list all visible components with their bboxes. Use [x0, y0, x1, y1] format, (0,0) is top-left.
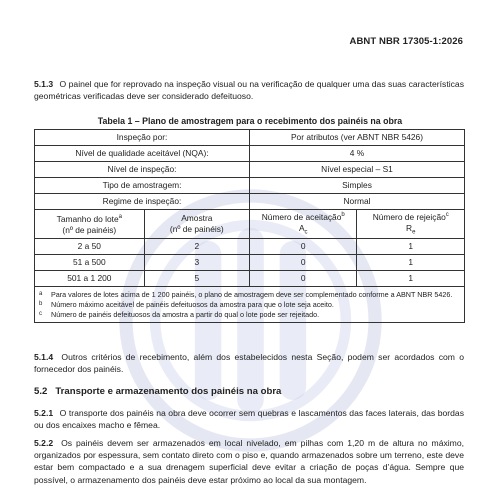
table-row — [35, 194, 465, 210]
header-lot-size: Tamanho do lote$^a$ (nº de painéis) — [35, 210, 145, 239]
cell-ac: 0 — [249, 239, 357, 255]
footnote: b Número máximo aceitável de painéis defeituosos da amostra para que o lote seja aceito. — [39, 300, 334, 310]
paragraph-5-2-1 — [34, 407, 464, 431]
table-row — [35, 146, 465, 162]
cell-re: 1 — [357, 271, 465, 287]
table-header-row — [35, 210, 465, 239]
cell-re: 1 — [357, 239, 465, 255]
paragraph-5-1-4 — [34, 351, 464, 375]
header-accept: Número de aceitação$^b$ $A_c$ — [249, 210, 357, 239]
cell-lot: 501 a 1 200 — [35, 271, 145, 287]
clause-text: O painel que for reprovado na inspeção visual ou na verificação de qualquer uma das suas características geométricas verificadas deve ser considerado defeituoso. — [34, 79, 464, 102]
param-value: Normal — [249, 194, 464, 210]
paragraph-5-1-3 — [34, 78, 464, 102]
table-row — [35, 178, 465, 194]
param-label: Inspeção por: — [35, 130, 250, 146]
table-row — [35, 130, 465, 146]
cell-sample: 2 — [144, 239, 249, 255]
clause-number: 5.1.3 — [34, 79, 54, 89]
header-sample: Amostra (nº de painéis) — [144, 210, 249, 239]
cell-lot: 2 a 50 — [35, 239, 145, 255]
clause-text: O transporte dos painéis na obra deve ocorrer sem quebras e lascamentos das faces laterais, das bordas ou dos encaixes macho e fêmea. — [34, 408, 465, 431]
footnote: c Número de painéis defeituosos da amostra a partir do qual o lote pode ser rejeitado. — [39, 309, 320, 319]
cell-re: 1 — [357, 255, 465, 271]
param-value: Por atributos (ver ABNT NBR 5426) — [249, 130, 464, 146]
param-label: Nível de qualidade aceitável (NQA): — [35, 146, 250, 162]
table-row — [35, 255, 465, 271]
clause-text: Os painéis devem ser armazenados em local nivelado, em pilhas com 1,20 m de altura no máximo, organizados por espessura, sem contato direto com o piso e, quando armazenados sobre um terreno, este deve estar bem compactado e a sua drenagem superficial deve evitar a criação de poças d’água. Sempre que possível, o armazenamento dos painéis deve estar próximo ao local da sua montagem. — [34, 438, 465, 485]
param-label: Regime de inspeção: — [35, 194, 250, 210]
cell-sample: 5 — [144, 271, 249, 287]
cell-ac: 0 — [249, 271, 357, 287]
sampling-plan-table — [34, 129, 465, 323]
table-row — [35, 162, 465, 178]
param-value: Nível especial – S1 — [249, 162, 464, 178]
param-label: Tipo de amostragem: — [35, 178, 250, 194]
table-caption: Tabela 1 – Plano de amostragem para o recebimento dos painéis na obra — [97, 116, 403, 126]
cell-lot: 51 a 500 — [35, 255, 145, 271]
document-id: ABNT NBR 17305-1:2026 — [349, 36, 463, 47]
param-label: Nível de inspeção: — [35, 162, 250, 178]
cell-sample: 3 — [144, 255, 249, 271]
clause-number: 5.2.2 — [34, 438, 54, 448]
param-value: 4 % — [249, 146, 464, 162]
table-row — [35, 271, 465, 287]
clause-number: 5.2.1 — [34, 408, 54, 418]
section-heading-5-2: 5.2 Transporte e armazenamento dos painéis na obra — [34, 386, 282, 397]
footnote: a Para valores de lotes acima de 1 200 painéis, o plano de amostragem deve ser complementado conforme a ABNT NBR 5426. — [39, 290, 453, 300]
cell-ac: 0 — [249, 255, 357, 271]
header-reject: Número de rejeição$^c$ $R_e$ — [357, 210, 465, 239]
param-value: Simples — [249, 178, 464, 194]
clause-number: 5.1.4 — [34, 352, 54, 362]
table-footnotes — [35, 287, 465, 323]
clause-text: Outros critérios de recebimento, além dos estabelecidos nesta Seção, podem ser acordados com o fornecedor dos painéis. — [34, 352, 465, 375]
table-row — [35, 239, 465, 255]
table-footnotes-row — [35, 287, 465, 323]
paragraph-5-2-2 — [34, 437, 464, 486]
